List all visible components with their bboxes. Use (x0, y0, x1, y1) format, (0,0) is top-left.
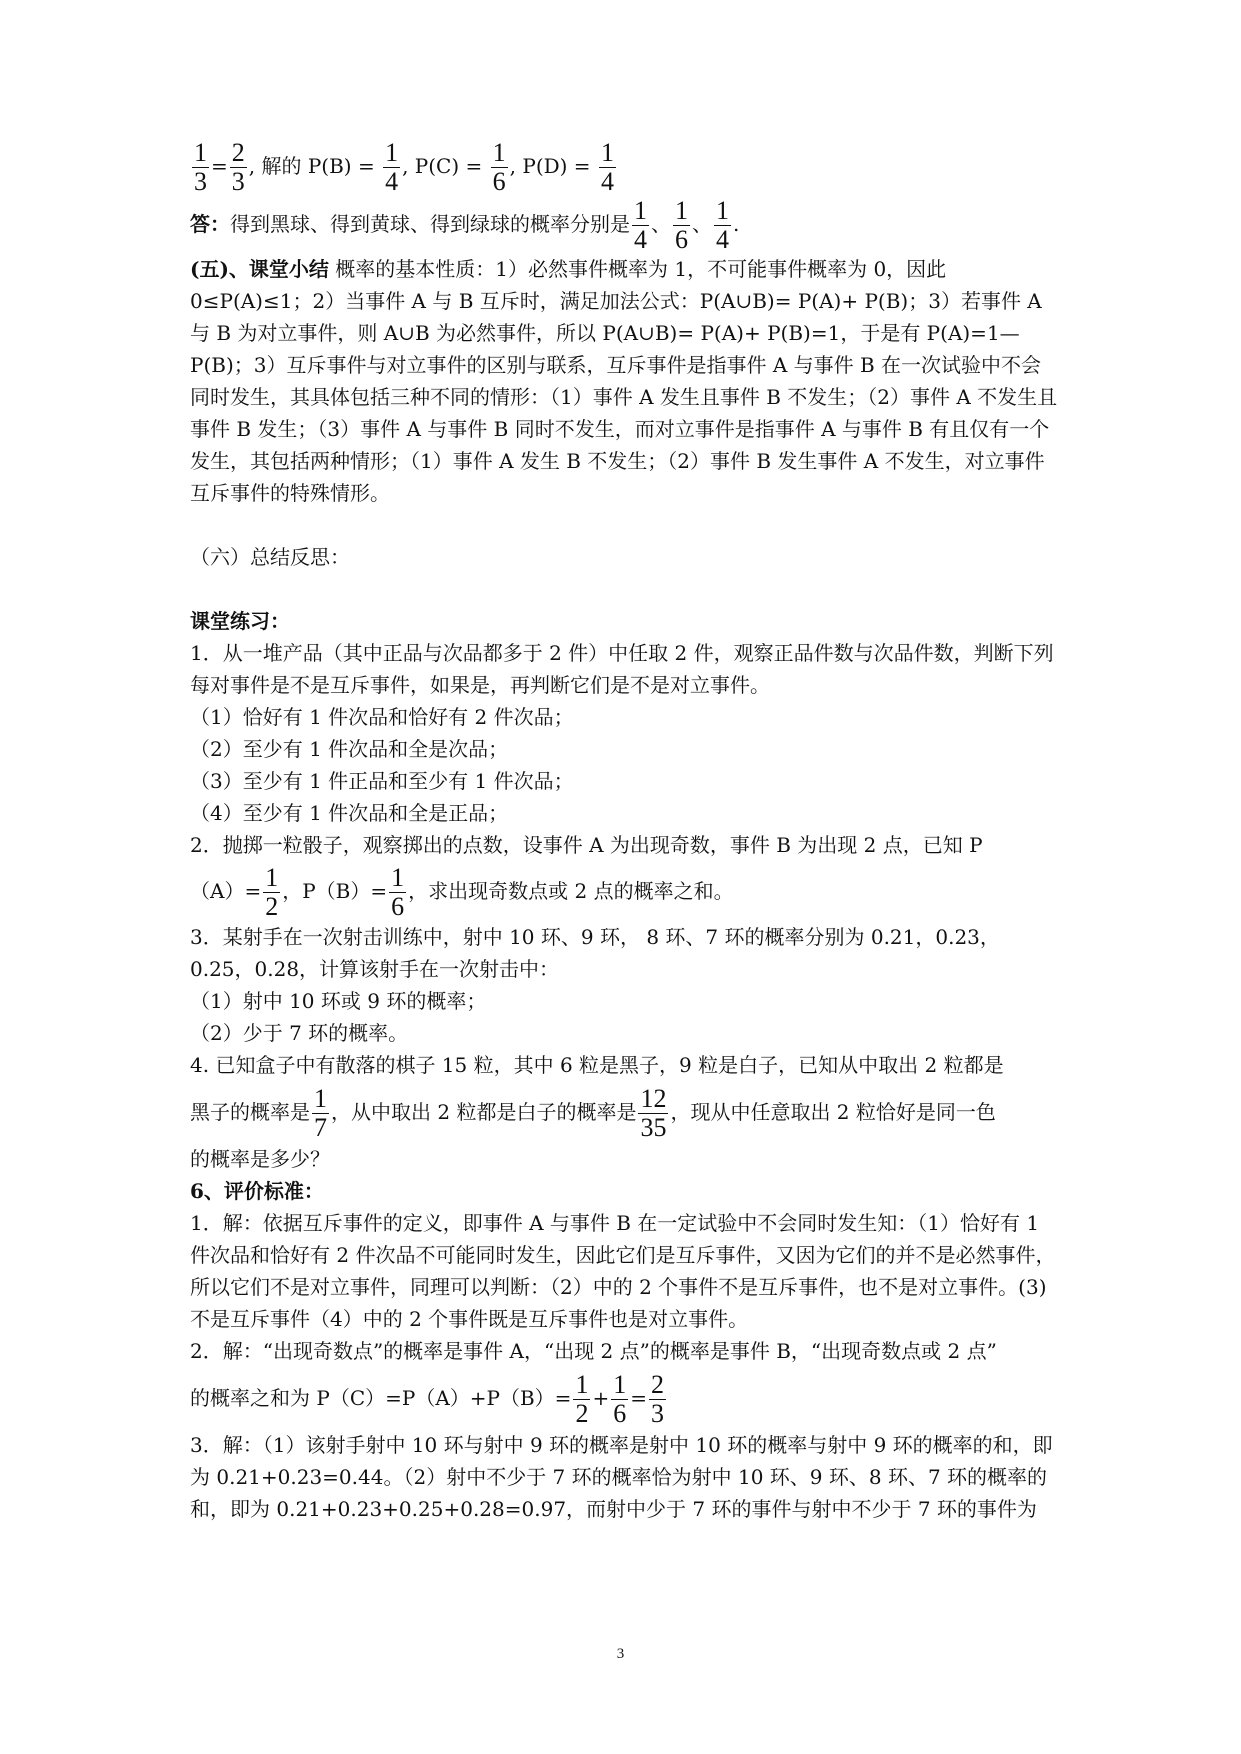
question-2: 2．抛掷一粒骰子，观察掷出的点数，设事件 A 为出现奇数，事件 B 为出现 2 点，已知 P (190, 833, 983, 857)
fraction: $\frac{1}{4}$ (385, 138, 399, 196)
answer-1: 1．解：依据互斥事件的定义，即事件 A 与事件 B 在一定试验中不会同时发生知：（1）恰好有 1 件次品和恰好有 2 件次品不可能同时发生，因此它们是互斥事件，又因为它们的并不是必然事件，所以它们不是对立事件，同理可以判断：（2）中的 2 个事件不是互斥事件，也不是对立事件。(3)不是互斥事件（4）中的 2 个事件既是互斥事件也是对立事件。 (190, 1211, 1056, 1331)
question-2-fractions-line: （A）= $\frac{1}{2}$ ，P（B）= $\frac{1}{6}$ ，求出现奇数点或 2 点的概率之和。 (190, 863, 734, 921)
practice-heading: 课堂练习： (190, 609, 290, 633)
question-1: 1．从一堆产品（其中正品与次品都多于 2 件）中任取 2 件，观察正品件数与次品件数，判断下列每对事件是不是互斥事件，如果是，再判断它们是不是对立事件。 (190, 641, 1054, 697)
fraction: $\frac{1}{4}$ (600, 138, 614, 196)
answer-label: 答： (190, 212, 230, 236)
spacer (190, 573, 1060, 605)
answer-3: 3．解：（1）该射手射中 10 环与射中 9 环的概率是射中 10 环的概率与射中 9 环的概率的和，即为 0.21+0.23=0.44。（2）射中不少于 7 环的概率恰为射中 10 环、9 环、8 环、7 环的概率的和，即为 0.21+0.23+0.25+0.28=0.97，而射中少于 7 环的事件与射中不少于 7 环的事件为 (190, 1433, 1053, 1521)
spacer (190, 509, 1060, 541)
question-1-option: （3）至少有 1 件正品和至少有 1 件次品； (190, 769, 574, 793)
question-3: 3．某射手在一次射击训练中，射中 10 环、9 环， 8 环、7 环的概率分别为 0.21，0.23，0.25，0.28，计算该射手在一次射击中： (190, 925, 1000, 981)
page-number: 3 (616, 1646, 625, 1662)
summary-heading: (五)、课堂小结 (190, 257, 329, 281)
summary-paragraph (190, 253, 1060, 509)
solution-equation-line: $\frac{1}{3}$ = $\frac{2}{3}$ , 解的 P(B) = $\frac{1}{4}$ , P(C) = $\frac{1}{6}$ , P(D) = $\frac{1}{4}$ (194, 138, 614, 196)
question-3-option: （2）少于 7 环的概率。 (190, 1021, 409, 1045)
fraction: $\frac{1}{2}$ (575, 1370, 589, 1428)
answer-text: 得到黑球、得到黄球、得到绿球的概率分别是 (230, 212, 630, 236)
fraction: $\frac{2}{3}$ (231, 138, 245, 196)
fraction: $\frac{1}{3}$ (194, 138, 207, 196)
answer-2: 2．解：“出现奇数点”的概率是事件 A，“出现 2 点”的概率是事件 B，“出现奇数点或 2 点” (190, 1339, 997, 1363)
question-4-end: 的概率是多少？ (190, 1147, 330, 1171)
fraction: $\frac{1}{4}$ (716, 196, 729, 254)
document-page (190, 140, 1060, 1525)
question-4-fractions-line: 黑子的概率是 $\frac{1}{7}$ ，从中取出 2 粒都是白子的概率是 $\frac{12}{35}$ ，现从中任意取出 2 粒恰好是同一色 (190, 1084, 996, 1142)
fraction: $\frac{1}{2}$ (265, 863, 279, 921)
fraction: $\frac{2}{3}$ (650, 1370, 664, 1428)
answer-2-fractions-line: 的概率之和为 P（C）=P（A）+P（B）= $\frac{1}{2}$ + $\frac{1}{6}$ = $\frac{2}{3}$ (190, 1370, 664, 1428)
fraction: $\frac{1}{6}$ (391, 863, 405, 921)
question-4: 4. 已知盒子中有散落的棋子 15 粒，其中 6 粒是黑子，9 粒是白子，已知从中取出 2 粒都是 (190, 1053, 1004, 1077)
fraction: $\frac{12}{35}$ (640, 1084, 667, 1142)
fraction: $\frac{1}{7}$ (314, 1084, 327, 1142)
reflection-heading: （六）总结反思： (190, 545, 350, 569)
summary-body: 概率的基本性质：1）必然事件概率为 1，不可能事件概率为 0，因此 0≤P(A)≤1；2）当事件 A 与 B 互斥时，满足加法公式：P(A∪B)= P(A)+ P(B)；3）若事件 A 与 B 为对立事件，则 A∪B 为必然事件，所以 P(A∪B)= P(A)+ P(B)=1，于是有 P(A)=1—P(B)；3）互斥事件与对立事件的区别与联系，互斥事件是指事件 A 与事件 B 在一次试验中不会同时发生，其具体包括三种不同的情形：（1）事件 A 发生且事件 B 不发生；（2）事件 A 不发生且事件 B 发生；（3）事件 A 与事件 B 同时不发生，而对立事件是指事件 A 与事件 B 有且仅有一个发生，其包括两种情形；（1）事件 A 发生 B 不发生；（2）事件 B 发生事件 A 不发生，对立事件互斥事件的特殊情形。 (190, 257, 1058, 505)
fraction: $\frac{1}{6}$ (613, 1370, 627, 1428)
answer-line: 答：得到黑球、得到黄球、得到绿球的概率分别是 $\frac{1}{4}$ 、 $\frac{1}{6}$ 、 $\frac{1}{4}$ . (190, 196, 740, 254)
fraction: $\frac{1}{6}$ (675, 196, 688, 254)
fraction: $\frac{1}{4}$ (634, 196, 647, 254)
question-1-option: （4）至少有 1 件次品和全是正品； (190, 801, 509, 825)
fraction: $\frac{1}{6}$ (492, 138, 506, 196)
question-3-option: （1）射中 10 环或 9 环的概率； (190, 989, 487, 1013)
criteria-heading: 6、评价标准： (190, 1179, 324, 1203)
question-1-option: （1）恰好有 1 件次品和恰好有 2 件次品； (190, 705, 574, 729)
question-1-option: （2）至少有 1 件次品和全是次品； (190, 737, 509, 761)
